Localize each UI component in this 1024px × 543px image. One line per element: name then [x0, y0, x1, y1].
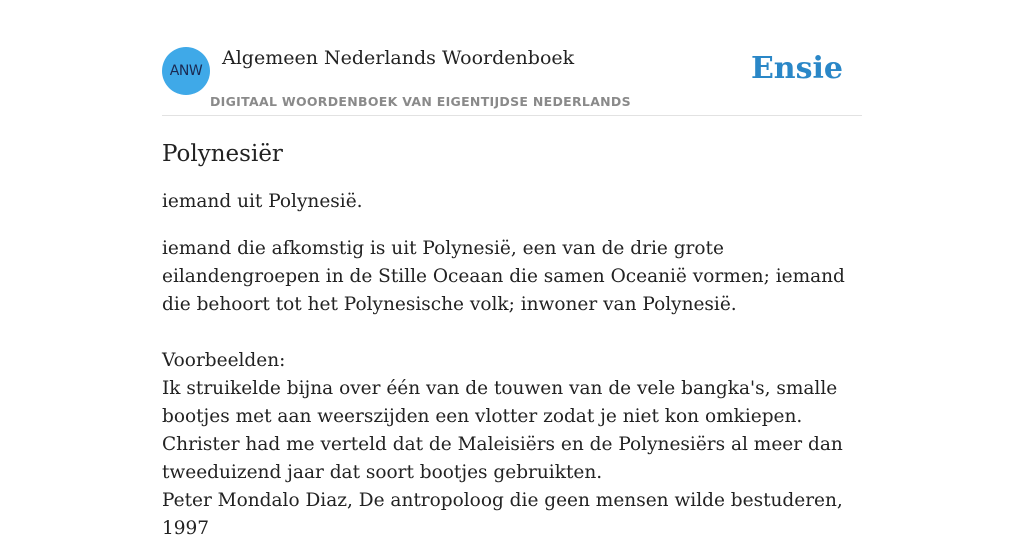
site-title: Algemeen Nederlands Woordenboek	[222, 47, 575, 69]
ensie-brand-link[interactable]: Ensie	[750, 51, 843, 86]
anw-logo-icon[interactable]: ANW	[162, 47, 210, 95]
examples-section	[162, 347, 862, 543]
long-definition: iemand die afkomstig is uit Polynesië, een van de drie grote eilandengroepen in de Stille Oceaan die samen Oceanië vormen; iemand die behoort tot het Polynesische volk; inwoner van Polynesië.	[162, 238, 845, 315]
site-subtitle: DIGITAAL WOORDENBOEK VAN EIGENTIJDSE NEDERLANDS	[210, 94, 631, 109]
examples-heading: Voorbeelden:	[162, 350, 286, 371]
short-definition: iemand uit Polynesië.	[162, 191, 363, 212]
dictionary-entry	[162, 138, 862, 543]
entry-headword: Polynesiër	[162, 141, 283, 167]
site-header	[162, 38, 862, 116]
example-source: Peter Mondalo Diaz, De antropoloog die geen mensen wilde bestuderen, 1997	[162, 490, 843, 539]
example-text: Ik struikelde bijna over één van de touwen van de vele bangka's, smalle bootjes met aan weerszijden een vlotter zodat je niet kon omkiepen. Christer had me verteld dat de Maleisiërs en de Polynesiërs al meer dan tweeduizend jaar dat soort bootjes gebruikten.	[162, 378, 843, 483]
